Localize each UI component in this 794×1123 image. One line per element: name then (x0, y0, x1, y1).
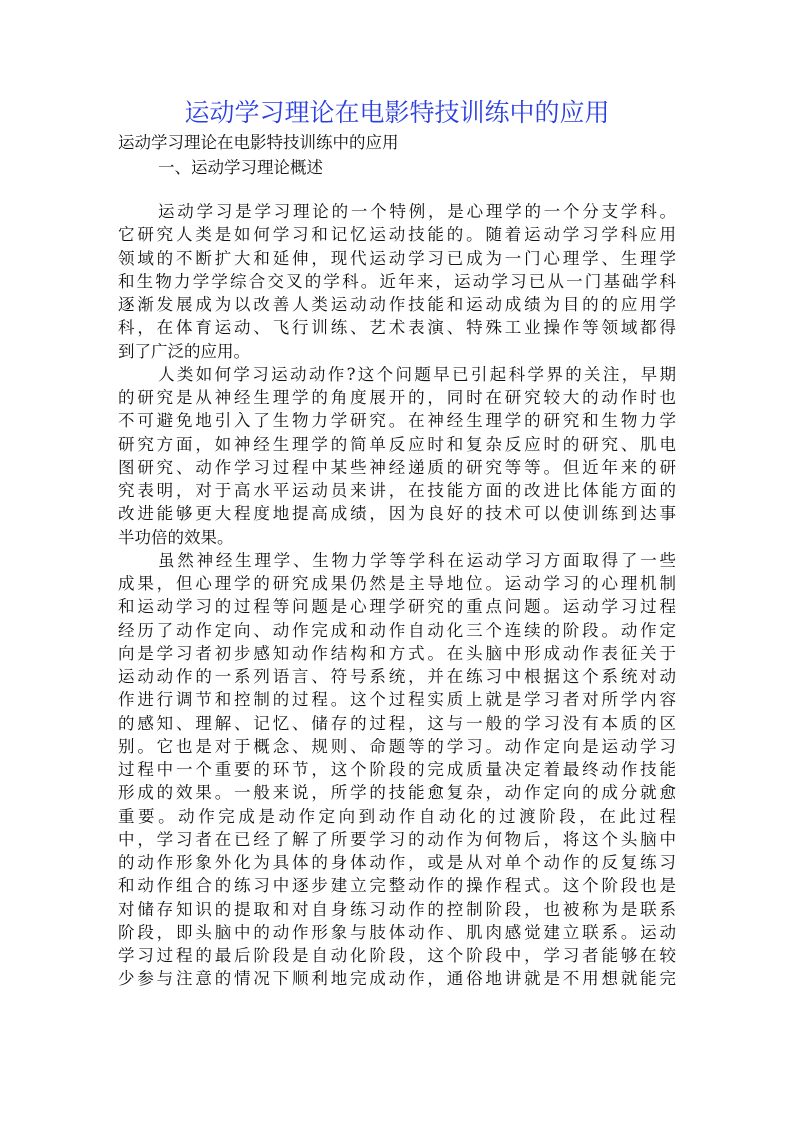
text-line: 研究方面，如神经生理学的简单反应时和复杂反应时的研究、肌电 (118, 434, 676, 454)
text-line: 少参与注意的情况下顺利地完成动作，通俗地讲就是不用想就能完 (118, 969, 676, 989)
text-line: 半功倍的效果。 (118, 527, 234, 547)
text-line: 科，在体育运动、飞行训练、艺术表演、特殊工业操作等领域都得 (118, 318, 676, 338)
text-line: 的感知、理解、记忆、储存的过程，这与一般的学习没有本质的区 (118, 713, 676, 733)
text-line: 的动作形象外化为具体的身体动作，或是从对单个动作的反复练习 (118, 853, 676, 872)
text-line: 学习过程的最后阶段是自动化阶段，这个阶段中，学习者能够在较 (118, 946, 676, 965)
text-line: 究表明，对于高水平运动员来讲，在技能方面的改进比体能方面的 (118, 481, 676, 500)
text-line: 和生物力学学综合交叉的学科。近年来，运动学习已从一门基础学科 (118, 271, 676, 291)
text-line: 和动作组合的练习中逐步建立完整动作的操作程式。这个阶段也是 (118, 876, 676, 896)
text-line: 虽然神经生理学、生物力学等学科在运动学习方面取得了一些 (158, 550, 676, 570)
text-line: 运动学习是学习理论的一个特例，是心理学的一个分支学科。 (158, 202, 676, 221)
text-line: 它研究人类是如何学习和记忆运动技能的。随着运动学习学科应用 (118, 225, 676, 245)
text-line: 领域的不断扩大和延伸，现代运动学习已成为一门心理学、生理学 (118, 248, 676, 268)
text-line: 重要。动作完成是动作定向到动作自动化的过渡阶段，在此过程 (118, 806, 676, 826)
section-heading: 一、运动学习理论概述 (158, 158, 323, 177)
text-line: 运动动作的一系列语言、符号系统，并在练习中根据这个系统对动 (118, 667, 676, 686)
text-line: 中，学习者在已经了解了所要学习的动作为何物后，将这个头脑中 (118, 829, 676, 849)
text-line: 图研究、动作学习过程中某些神经递质的研究等等。但近年来的研 (118, 457, 676, 477)
text-line: 改进能够更大程度地提高成绩，因为良好的技术可以使训练到达事 (118, 504, 676, 524)
document-subtitle: 运动学习理论在电影特技训练中的应用 (118, 133, 399, 152)
text-line: 过程中一个重要的环节，这个阶段的完成质量决定着最终动作技能 (118, 760, 676, 779)
text-line: 作进行调节和控制的过程。这个过程实质上就是学习者对所学内容 (118, 690, 676, 710)
text-line: 不可避免地引入了生物力学研究。在神经生理学的研究和生物力学 (118, 411, 676, 431)
text-line: 的研究是从神经生理学的角度展开的，同时在研究较大的动作时也 (118, 388, 676, 407)
document-title: 运动学习理论在电影特技训练中的应用 (184, 98, 610, 127)
text-line: 到了广泛的应用。 (118, 341, 250, 361)
text-line: 阶段，即头脑中的动作形象与肢体动作、肌肉感觉建立联系。运动 (118, 922, 676, 942)
text-line: 别。它也是对于概念、规则、命题等的学习。动作定向是运动学习 (118, 736, 676, 756)
text-line: 逐渐发展成为以改善人类运动动作技能和运动成绩为目的的应用学 (118, 295, 676, 314)
text-line: 对储存知识的提取和对自身练习动作的控制阶段，也被称为是联系 (118, 899, 676, 919)
text-line: 和运动学习的过程等问题是心理学研究的重点问题。运动学习过程 (118, 597, 676, 617)
body-text (118, 200, 676, 991)
text-line: 向是学习者初步感知动作结构和方式。在头脑中形成动作表征关于 (118, 643, 676, 663)
text-line: 成果，但心理学的研究成果仍然是主导地位。运动学习的心理机制 (118, 574, 676, 593)
text-line: 经历了动作定向、动作完成和动作自动化三个连续的阶段。动作定 (118, 620, 676, 640)
text-line: 人类如何学习运动动作?这个问题早已引起科学界的关注，早期 (158, 364, 676, 384)
text-line: 形成的效果。一般来说，所学的技能愈复杂，动作定向的成分就愈 (118, 783, 676, 803)
